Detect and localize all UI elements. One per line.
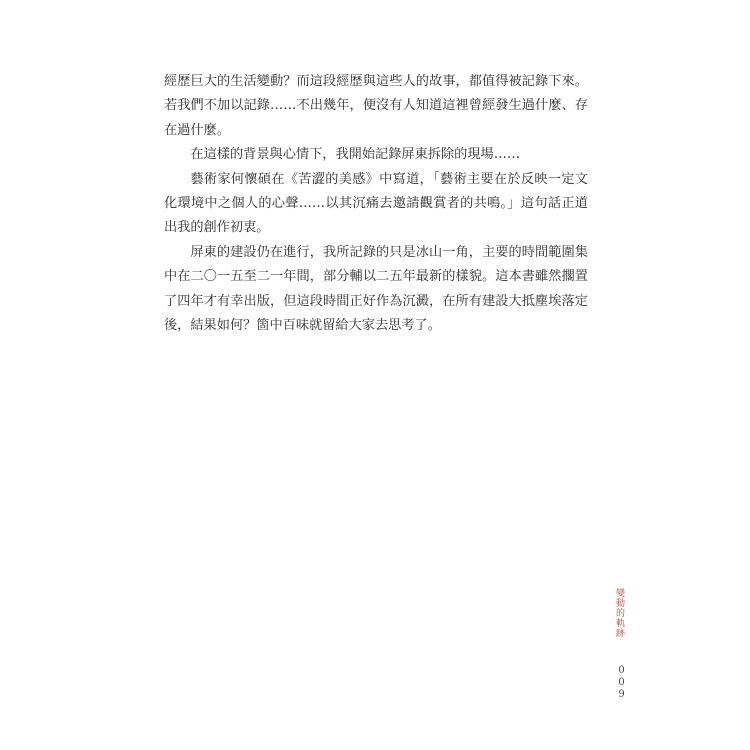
paragraph-3: 藝術家何懷碩在《苦澀的美感》中寫道，「藝術主要在於反映一定文化環境中之個人的心聲……以其沉痛去邀請觀賞者的共鳴。」這句話正道出我的創作初衷。: [164, 171, 588, 236]
running-title: 變動的軌跡: [614, 588, 624, 638]
paragraph-1: 經歷巨大的生活變動？而這段經歷與這些人的故事，都值得被記錄下來。若我們不加以記錄……不出幾年，便沒有人知道這裡曾經發生過什麼、存在過什麼。: [164, 74, 588, 138]
paragraph-4: 屏東的建設仍在進行，我所記錄的只是冰山一角，主要的時間範圍集中在二〇一五至二一年間，部分輔以二五年最新的樣貌。這本書雖然擱置了四年才有幸出版，但這段時間正好作為沉澱，在所有建設大抵塵埃落定後，結果如何？箇中百味就留給大家去思考了。: [164, 244, 588, 334]
paragraph-2: 在這樣的背景與心情下，我開始記錄屏東拆除的現場……: [190, 147, 521, 163]
body-text: [164, 70, 588, 338]
page-number: 009: [616, 665, 627, 701]
